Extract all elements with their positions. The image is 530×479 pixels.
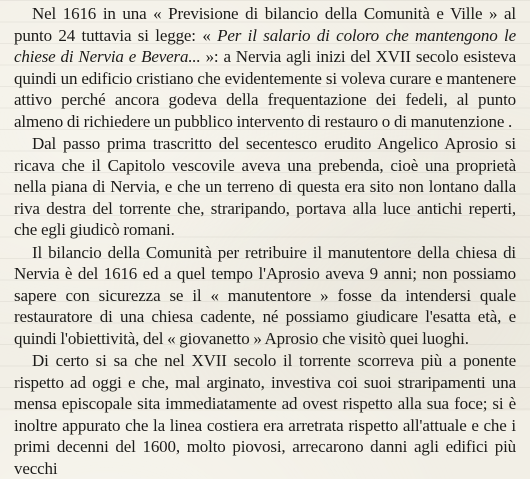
paragraph-4	[14, 350, 516, 479]
paragraph-4-text: Di certo si sa che nel XVII secolo il torrente scorreva più a ponente rispetto ad oggi e che, mal arginato, investiva coi suoi straripamenti una mensa episcopale sita immediatamente ad ovest rispetto alla sua foce; si è inoltre appurato che la linea costiera era arretrata rispetto all'attuale e che i primi decenni del 1600, molto piovosi, arrecarono danni agli edifici più vecchi	[14, 351, 516, 478]
paragraph-2	[14, 133, 516, 241]
paragraph-2-text: Dal passo prima trascritto del secentesco erudito Angelico Aprosio si ricava che il Capitolo vescovile aveva una prebenda, cioè una proprietà nella piana di Nervia, e che un terreno di questa era sito non lontano dalla riva destra del torrente che, straripando, portava alla luce antichi reperti, che egli giudicò romani.	[14, 134, 516, 239]
paragraph-1-text-cont: »: a Nervia agli inizi del XVII secolo esisteva quindi un edificio cristiano che evidentemente si voleva curare e mantenere attivo perché ancora godeva della frequentazione dei fedeli, al punto almeno di richiedere un pubblico intervento di restauro o di manutenzione .	[14, 47, 516, 131]
paragraph-3	[14, 242, 516, 350]
paragraph-1	[14, 3, 516, 132]
paragraph-1-text: Nel 1616 in una « Previsione di bilancio della Comunità e Ville » al punto 24 tuttavia si legge: «	[14, 4, 516, 45]
paragraph-3-text: Il bilancio della Comunità per retribuire il manutentore della chiesa di Nervia è del 1616 ed a quel tempo l'Aprosio aveva 9 anni; non possiamo sapere con sicurezza se il « manutentore » fosse da intendersi quale restauratore di una chiesa cadente, né possiamo giudicare l'esatta età, e quindi l'obiettività, del « giovanetto » Aprosio che visitò quei luoghi.	[14, 242, 516, 348]
paragraph-1-quote: Per il salario di coloro che mantengono le chiese di Nervia e Bevera...	[14, 25, 516, 66]
